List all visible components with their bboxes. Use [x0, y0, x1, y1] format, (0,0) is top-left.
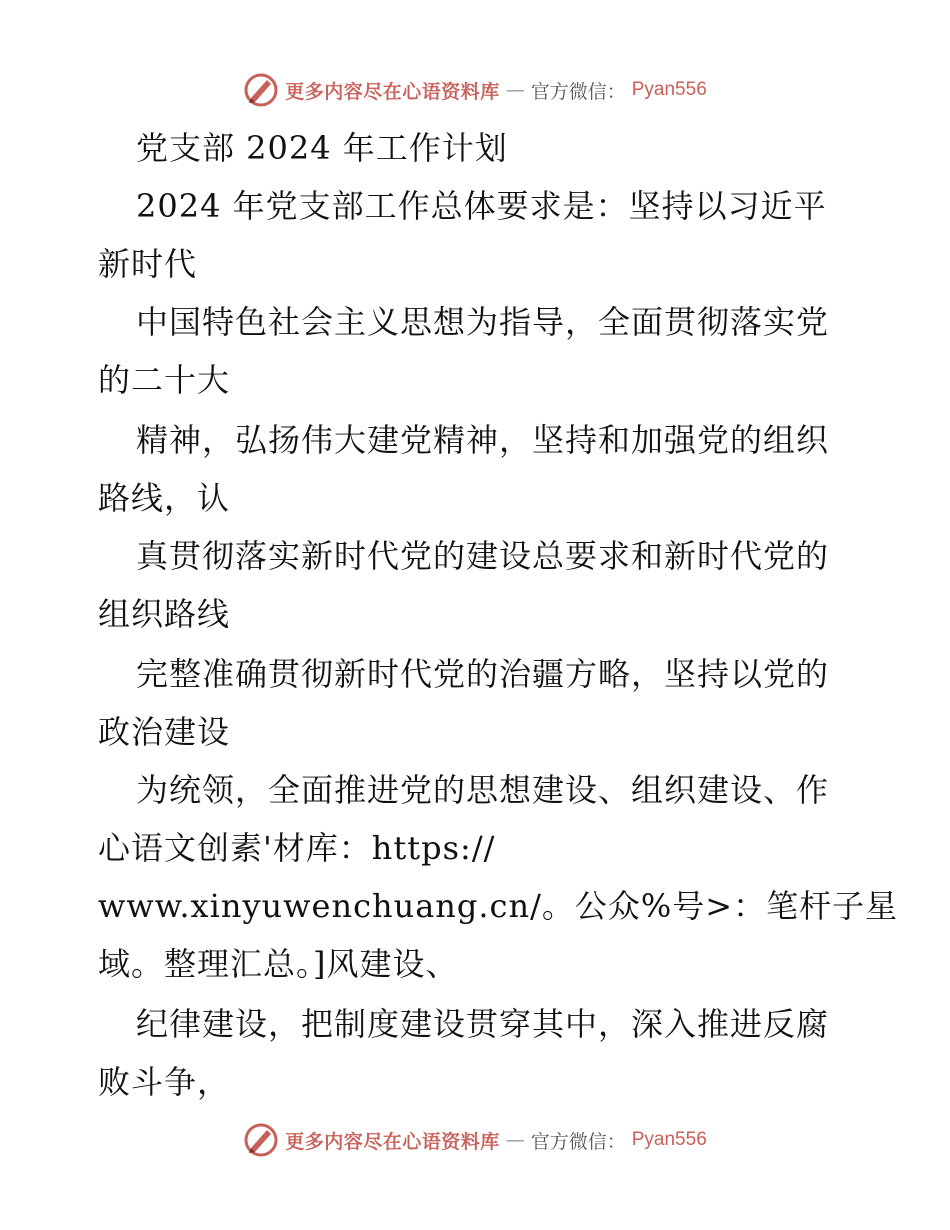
footer-brand-text: 更多内容尽在心语资料库	[285, 1130, 500, 1153]
paragraph-line: 2024 年党支部工作总体要求是：坚持以习近平	[136, 187, 827, 225]
paragraph-line: 的二十大	[98, 361, 231, 399]
footer-contact-id: Pyan556	[631, 1129, 707, 1150]
paragraph-line: 心语文创素'材库：https://	[98, 829, 496, 867]
paragraph-line: 路线，认	[98, 479, 231, 517]
footer-banner	[0, 1118, 950, 1162]
paragraph-line: www.xinyuwenchuang.cn/。公众%号>：笔杆子星	[98, 887, 899, 925]
pen-logo-icon	[243, 1122, 279, 1158]
paragraph-line: 为统领，全面推进党的思想建设、组织建设、作	[136, 771, 830, 809]
paragraph-line: 败斗争，	[98, 1063, 231, 1101]
paragraph-line: 精神，弘扬伟大建党精神，坚持和加强党的组织	[136, 421, 830, 459]
paragraph-line: 完整准确贯彻新时代党的治疆方略，坚持以党的	[136, 655, 830, 693]
header-contact-label: 官方微信：	[530, 80, 626, 103]
paragraph-line: 域。整理汇总。]风建设、	[98, 945, 459, 983]
document-title: 党支部 2024 年工作计划	[136, 129, 508, 167]
paragraph-line: 真贯彻落实新时代党的建设总要求和新时代党的	[136, 537, 830, 575]
footer-separator: —	[505, 1129, 525, 1151]
header-contact-id: Pyan556	[631, 79, 707, 100]
paragraph-line: 中国特色社会主义思想为指导，全面贯彻落实党	[136, 303, 830, 341]
paragraph-line: 组织路线	[98, 595, 231, 633]
header-separator: —	[505, 79, 525, 101]
paragraph-line: 政治建设	[98, 713, 231, 751]
header-brand-text: 更多内容尽在心语资料库	[285, 80, 500, 103]
footer-contact-label: 官方微信：	[530, 1130, 626, 1153]
paragraph-line: 新时代	[98, 245, 198, 283]
paragraph-line: 纪律建设，把制度建设贯穿其中，深入推进反腐	[136, 1005, 830, 1043]
